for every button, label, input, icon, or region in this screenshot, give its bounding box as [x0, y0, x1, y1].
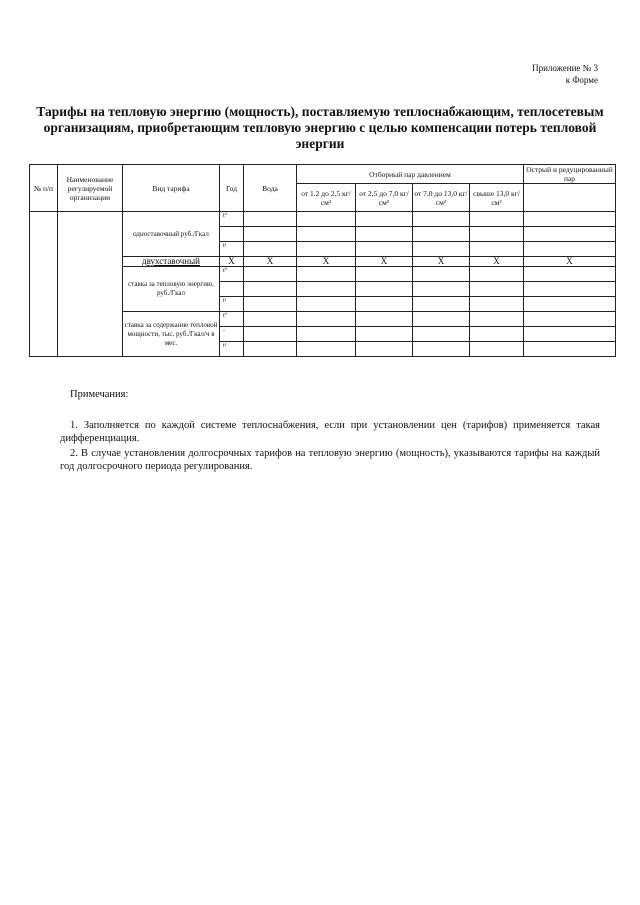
value-cell — [524, 282, 616, 297]
value-cell — [413, 297, 470, 312]
value-cell — [244, 227, 297, 242]
year-cell: t¹ — [220, 242, 244, 257]
year-cell: - — [220, 327, 244, 342]
x-mark: Х — [470, 257, 524, 267]
value-cell — [413, 227, 470, 242]
value-cell — [297, 242, 356, 257]
value-cell — [470, 212, 524, 227]
value-cell — [470, 227, 524, 242]
appendix-line-1: Приложение № 3 — [532, 63, 598, 73]
cell-org — [58, 212, 123, 357]
header-pressure-4: свыше 13,0 кг/см² — [470, 184, 524, 212]
notes-heading: Примечания: — [70, 389, 129, 400]
x-mark: Х — [524, 257, 616, 267]
value-cell — [413, 242, 470, 257]
value-cell — [297, 297, 356, 312]
cell-num — [30, 212, 58, 357]
value-cell — [413, 282, 470, 297]
x-mark: Х — [356, 257, 413, 267]
tariff-energy-rate: ставка за тепловую энергию, руб./Гкал — [123, 267, 220, 312]
year-cell: t¹ — [220, 342, 244, 357]
value-cell — [470, 312, 524, 327]
value-cell — [470, 342, 524, 357]
tariff-capacity-rate: ставка за содержание тепловой мощности, тыс. руб./Гкал/ч в мес. — [123, 312, 220, 357]
year-cell — [220, 227, 244, 242]
value-cell — [297, 342, 356, 357]
header-type: Вид тарифа — [123, 165, 220, 212]
value-cell — [524, 242, 616, 257]
year-cell: t⁰ — [220, 267, 244, 282]
value-cell — [413, 267, 470, 282]
header-year: Год — [220, 165, 244, 212]
x-mark: Х — [297, 257, 356, 267]
value-cell — [356, 297, 413, 312]
value-cell — [356, 242, 413, 257]
value-cell — [413, 327, 470, 342]
value-cell — [524, 227, 616, 242]
header-sharp-sub — [524, 184, 616, 212]
value-cell — [413, 312, 470, 327]
value-cell — [524, 267, 616, 282]
value-cell — [470, 242, 524, 257]
value-cell — [297, 282, 356, 297]
value-cell — [356, 342, 413, 357]
value-cell — [524, 297, 616, 312]
note-item-1: 1. Заполняется по каждой системе теплоснабжения, если при установлении цен (тарифов) применяется такая дифференциация. — [60, 420, 600, 444]
value-cell — [297, 327, 356, 342]
value-cell — [356, 312, 413, 327]
tariff-single-rate: одноставочный руб./Гкал — [123, 212, 220, 257]
value-cell — [524, 342, 616, 357]
value-cell — [524, 312, 616, 327]
value-cell — [244, 242, 297, 257]
year-cell: t¹ — [220, 297, 244, 312]
year-cell: t⁰ — [220, 212, 244, 227]
value-cell — [244, 327, 297, 342]
value-cell — [244, 312, 297, 327]
value-cell — [297, 267, 356, 282]
header-pressure-2: от 2,5 до 7,0 кг/см² — [356, 184, 413, 212]
header-pressure-1: от 1,2 до 2,5 кг/см² — [297, 184, 356, 212]
header-org: Наименование регулируемой организации — [58, 165, 123, 212]
value-cell — [524, 327, 616, 342]
value-cell — [356, 212, 413, 227]
value-cell — [356, 267, 413, 282]
value-cell — [297, 227, 356, 242]
value-cell — [244, 297, 297, 312]
value-cell — [244, 342, 297, 357]
header-steam: Отборный пар давлением — [297, 165, 524, 184]
value-cell — [413, 212, 470, 227]
value-cell — [244, 212, 297, 227]
x-mark: Х — [220, 257, 244, 267]
notes-section — [60, 388, 600, 475]
value-cell — [297, 312, 356, 327]
value-cell — [297, 212, 356, 227]
value-cell — [470, 327, 524, 342]
x-mark: Х — [413, 257, 470, 267]
value-cell — [470, 297, 524, 312]
header-sharp-steam: Острый и редуцированный пар — [524, 165, 616, 184]
year-cell — [220, 282, 244, 297]
x-mark: Х — [244, 257, 297, 267]
value-cell — [356, 227, 413, 242]
value-cell — [470, 282, 524, 297]
value-cell — [524, 212, 616, 227]
value-cell — [470, 267, 524, 282]
tariff-two-rate: двухставочный — [123, 257, 220, 267]
header-water: Вода — [244, 165, 297, 212]
appendix-label — [532, 62, 598, 86]
value-cell — [413, 342, 470, 357]
value-cell — [244, 267, 297, 282]
value-cell — [356, 282, 413, 297]
header-num: № п/п — [30, 165, 58, 212]
year-cell: t⁰ — [220, 312, 244, 327]
appendix-line-2: к Форме — [565, 75, 598, 85]
tariff-table — [29, 164, 616, 357]
value-cell — [356, 327, 413, 342]
document-title: Тарифы на тепловую энергию (мощность), поставляемую теплоснабжающим, теплосетевым организациям, приобретающим тепловую энергию с целью компенсации потерь тепловой энергии — [36, 104, 604, 151]
header-pressure-3: от 7,0 до 13,0 кг/см² — [413, 184, 470, 212]
note-item-2: 2. В случае установления долгосрочных тарифов на тепловую энергию (мощность), указываются тарифы на каждый год долгосрочного периода регулирования. — [60, 448, 600, 472]
value-cell — [244, 282, 297, 297]
